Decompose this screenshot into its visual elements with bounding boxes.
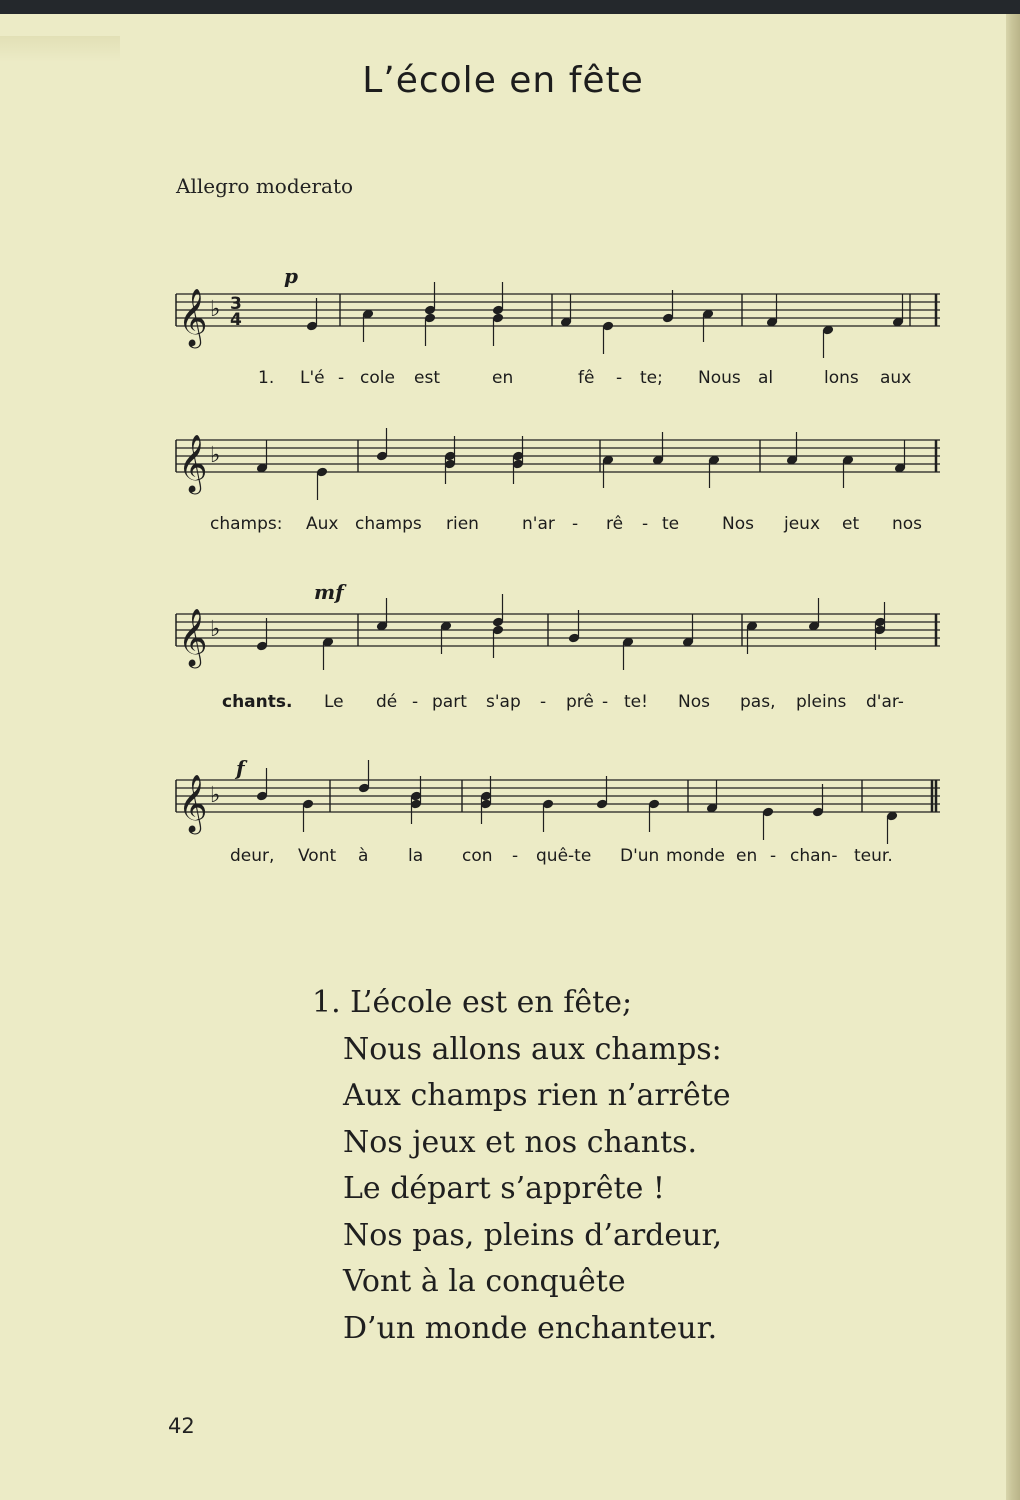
lyric-syllable: te; bbox=[640, 368, 663, 388]
lyric-syllable: cole bbox=[360, 368, 395, 388]
lyric-syllable: s'ap bbox=[486, 692, 521, 712]
lyric-syllable: pleins bbox=[796, 692, 847, 712]
verse-line-2: Nous allons aux champs: bbox=[343, 1031, 722, 1067]
page-number: 42 bbox=[168, 1414, 195, 1438]
lyric-syllable: - bbox=[642, 514, 649, 534]
lyric-syllable: nos bbox=[892, 514, 923, 534]
lyric-syllable: fê bbox=[578, 368, 595, 388]
lyric-syllable: part bbox=[432, 692, 467, 712]
lyric-syllable: et bbox=[842, 514, 860, 534]
lyric-syllable: rê bbox=[606, 514, 624, 534]
lyric-syllable: en bbox=[736, 846, 758, 866]
svg-text:♭: ♭ bbox=[210, 783, 221, 808]
lyric-syllable: te! bbox=[624, 692, 648, 712]
staff-3 bbox=[168, 584, 948, 684]
lyric-syllable: con bbox=[462, 846, 493, 866]
lyric-syllable: est bbox=[414, 368, 440, 388]
verse-line-3: Aux champs rien n’arrête bbox=[343, 1078, 731, 1113]
svg-text:𝄞: 𝄞 bbox=[178, 774, 208, 832]
lyric-syllable: Nous bbox=[698, 368, 741, 388]
lyric-syllable: deur, bbox=[230, 846, 275, 866]
lyric-syllable: - bbox=[512, 846, 519, 866]
lyric-syllable: Le bbox=[324, 692, 344, 712]
staff-4 bbox=[168, 750, 948, 860]
svg-text:𝄞: 𝄞 bbox=[178, 288, 208, 346]
tempo-marking: Allegro moderato bbox=[176, 174, 354, 198]
lyric-syllable: 1. bbox=[258, 368, 275, 388]
lyric-syllable: Nos bbox=[678, 692, 710, 712]
lyric-syllable: dé bbox=[376, 692, 398, 712]
staff-2 bbox=[168, 410, 948, 510]
lyric-syllable: Vont bbox=[298, 846, 337, 866]
lyric-syllable: D'un bbox=[620, 846, 660, 866]
lyric-syllable: champs bbox=[355, 514, 422, 534]
lyric-syllable: jeux bbox=[784, 514, 821, 534]
lyric-syllable: te bbox=[662, 514, 680, 534]
lyric-syllable: la bbox=[408, 846, 424, 866]
song-title: L’école en fête bbox=[362, 60, 644, 101]
lyric-syllable: L'é bbox=[300, 368, 325, 388]
lyric-syllable: quê-te bbox=[536, 846, 592, 866]
svg-text:♭: ♭ bbox=[210, 297, 221, 322]
page-fold bbox=[0, 36, 120, 62]
lyric-syllable: aux bbox=[880, 368, 912, 388]
lyric-syllable: Nos bbox=[722, 514, 754, 534]
lyric-syllable: Aux bbox=[306, 514, 339, 534]
lyric-syllable: lons bbox=[824, 368, 859, 388]
lyric-syllable: en bbox=[492, 368, 514, 388]
lyric-syllable: - bbox=[602, 692, 609, 712]
verse-line-5: Le départ s’apprête ! bbox=[343, 1171, 665, 1206]
music-system-2 bbox=[168, 410, 948, 510]
lyric-syllable: - bbox=[572, 514, 579, 534]
dynamic-marking-p: p bbox=[284, 264, 298, 288]
lyric-syllable: pas, bbox=[740, 692, 776, 712]
music-system-4 bbox=[168, 750, 948, 860]
lyric-syllable: rien bbox=[446, 514, 479, 534]
lyric-syllable: teur. bbox=[854, 846, 893, 866]
verse-line-4: Nos jeux et nos chants. bbox=[343, 1124, 698, 1160]
svg-text:♭: ♭ bbox=[210, 443, 221, 468]
songbook-page bbox=[0, 14, 1006, 1500]
dynamic-marking-mf: mf bbox=[314, 580, 344, 604]
svg-text:4: 4 bbox=[230, 310, 242, 330]
verse-line-6: Nos pas, pleins d’ardeur, bbox=[343, 1217, 723, 1253]
lyric-syllable: champs: bbox=[210, 514, 283, 534]
lyric-syllable: - bbox=[412, 692, 419, 712]
lyric-syllable: - bbox=[770, 846, 777, 866]
verse-line-7: Vont à la conquête bbox=[343, 1264, 626, 1299]
svg-text:3: 3 bbox=[230, 294, 242, 314]
lyric-syllable: chants. bbox=[222, 692, 293, 712]
music-system-3 bbox=[168, 584, 948, 684]
verse-number: 1. bbox=[312, 985, 341, 1020]
svg-text:♭: ♭ bbox=[210, 617, 221, 642]
svg-text:𝄞: 𝄞 bbox=[178, 608, 208, 666]
book-edge bbox=[1006, 14, 1020, 1500]
lyric-syllable: d'ar- bbox=[866, 692, 904, 712]
lyric-syllable: - bbox=[540, 692, 547, 712]
lyric-syllable: - bbox=[616, 368, 623, 388]
lyric-syllable: al bbox=[758, 368, 774, 388]
verse-line-1: 1. L’école est en fête; bbox=[312, 985, 633, 1020]
verse-line-8: D’un monde enchanteur. bbox=[343, 1310, 718, 1346]
lyric-syllable: chan- bbox=[790, 846, 838, 866]
lyric-syllable: à bbox=[358, 846, 369, 866]
lyric-syllable: monde bbox=[666, 846, 725, 866]
lyric-syllable: - bbox=[338, 368, 345, 388]
lyric-syllable: n'ar bbox=[522, 514, 555, 534]
verse-text bbox=[312, 980, 731, 1352]
lyric-syllable: prê bbox=[566, 692, 594, 712]
dynamic-marking-f: f bbox=[236, 756, 245, 780]
svg-text:𝄞: 𝄞 bbox=[178, 434, 208, 492]
